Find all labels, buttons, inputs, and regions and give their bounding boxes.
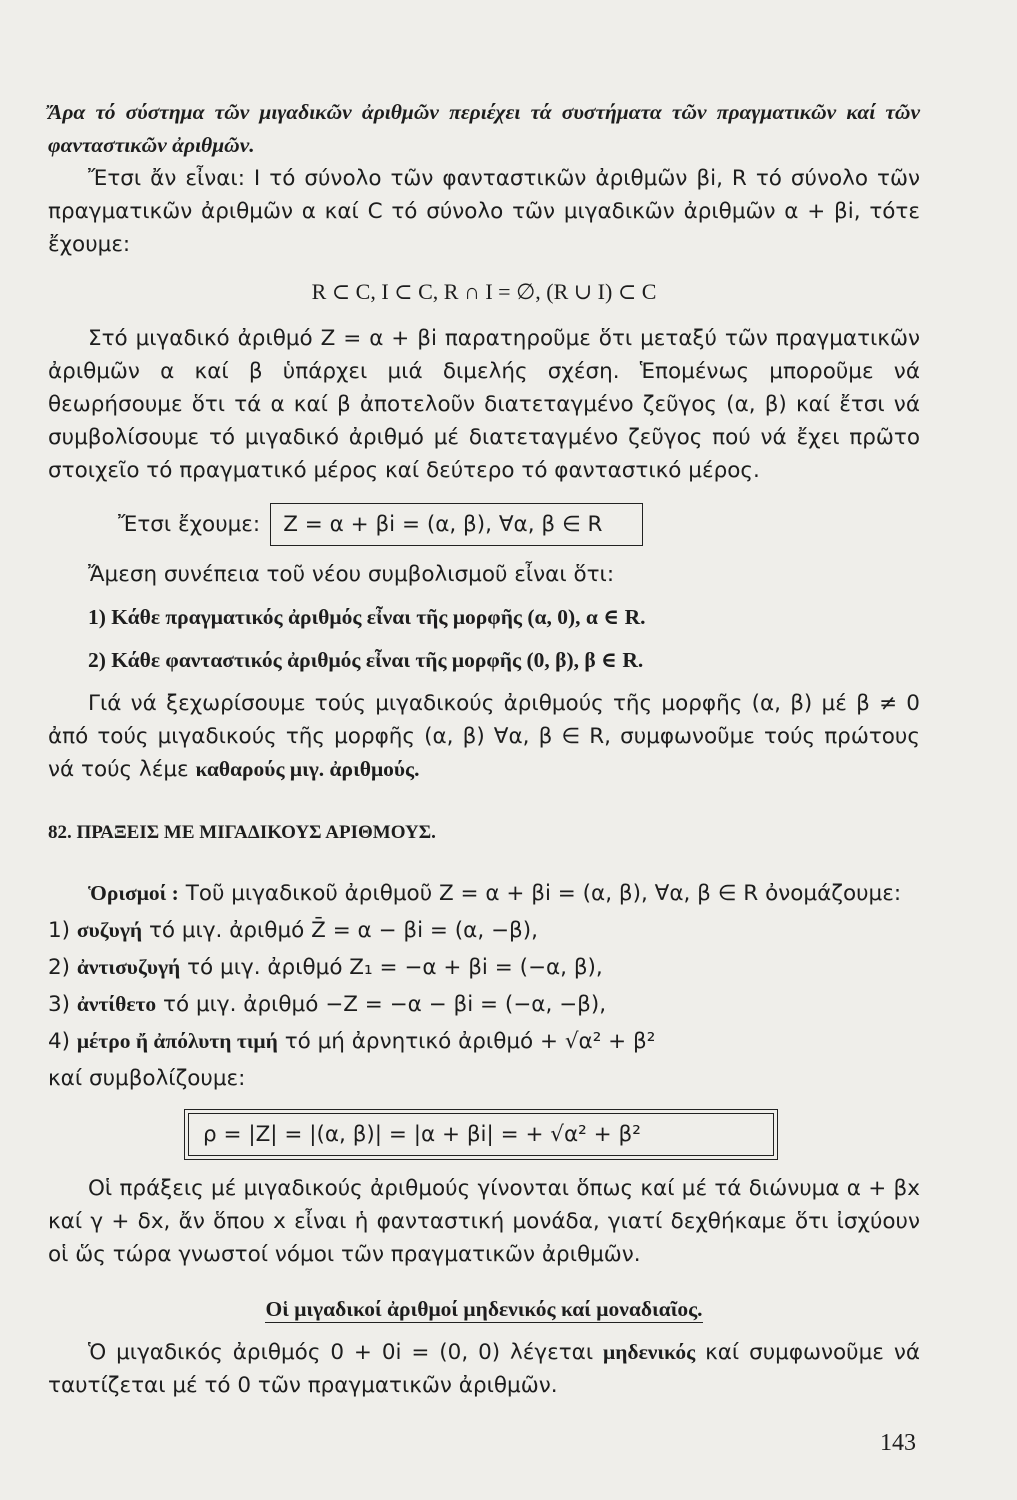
modulus-box-wrap (188, 1113, 920, 1156)
definition-number: 3) (48, 992, 71, 1017)
modulus-formula: ρ = |Z| = |(α, β)| = |α + βi| = + √α² + β² (188, 1113, 774, 1156)
intro-paragraph: Ἄρα τό σύστημα τῶν μιγαδικῶν ἀριθμῶν περιέχει τά συστήματα τῶν πραγματικῶν καί τῶν φανταστικῶν ἀριθμῶν. (48, 100, 920, 157)
definition-text: τό μιγ. ἀριθμό Z̄ = α − βi = (α, −β), (148, 918, 538, 943)
boxed-definition-row (118, 503, 920, 546)
definition-number: 2) (48, 955, 71, 980)
zero-unit-subheading-text: Οἱ μιγαδικοί ἀριθμοί μηδενικός καί μοναδιαῖος. (265, 1297, 703, 1321)
definition-item (48, 988, 920, 1021)
boxed-definition-label: Ἔτσι ἔχουμε: (118, 512, 261, 537)
ordered-pair-paragraph: Στό μιγαδικό ἀριθμό Z = α + βi παρατηροῦμε ὅτι μεταξύ τῶν πραγματικῶν ἀριθμῶν α καί β ὑπάρχει μιά διμελής σχέση. Ἑπομένως μποροῦμε νά θεωρήσουμε ὅτι τά α καί β ἀποτελοῦν διατεταγμένο ζεῦγος (α, β) καί ἔτσι νά συμβολίσουμε τό μιγαδικό ἀριθμό μέ διατεταγμένο ζεῦγος πού νά ἔχει πρῶτο στοιχεῖο τό πραγματικό μέρος καί δεύτερο τό φανταστικό μέρος. (48, 326, 920, 483)
definitions-list (48, 914, 920, 1058)
definition-text: τό μιγ. ἀριθμό −Z = −α − βi = (−α, −β), (163, 992, 607, 1017)
definitions-text: Τοῦ μιγαδικοῦ ἀριθμοῦ Z = α + βi = (α, β), ∀α, β ∈ R ὀνομάζουμε: (185, 881, 902, 906)
definition-term: συζυγή (76, 918, 143, 942)
sets-paragraph: Ἔτσι ἄν εἶναι: I τό σύνολο τῶν φανταστικῶν ἀριθμῶν βi, R τό σύνολο τῶν πραγματικῶν ἀριθμῶν α καί C τό σύνολο τῶν μιγαδικῶν ἀριθμῶν α + βi, τότε ἔχουμε: (48, 166, 920, 257)
operations-paragraph: Οἱ πράξεις μέ μιγαδικούς ἀριθμούς γίνονται ὅπως καί μέ τά διώνυμα α + βx καί γ + δx, ἄν ὅπου x εἶναι ἡ φανταστική μονάδα, γιατί δεχθήκαμε ὅτι ἰσχύουν οἱ ὥς τώρα γνωστοί νόμοι τῶν πραγματικῶν ἀριθμῶν. (48, 1176, 920, 1267)
pure-complex-paragraph (48, 687, 920, 786)
definitions-label: Ὁρισμοί : (88, 881, 179, 905)
page-content (48, 96, 920, 1402)
definition-item (48, 951, 920, 984)
page-number: 143 (880, 1430, 916, 1456)
pure-complex-text: Γιά νά ξεχωρίσουμε τούς μιγαδικούς ἀριθμούς τῆς μορφῆς (α, β) μέ β ≠ 0 ἀπό τούς μιγαδικούς τῆς μορφῆς (α, β) ∀α, β ∈ R, συμφωνοῦμε τούς πρώτους νά τούς λέμε (48, 691, 920, 782)
zero-text-b: καί συμφωνοῦμε νά ταυτίζεται μέ τό 0 τῶν πραγματικῶν ἀριθμῶν. (48, 1340, 921, 1398)
definition-item (48, 914, 920, 947)
consequence-paragraph: Ἄμεση συνέπεια τοῦ νέου συμβολισμοῦ εἶναι ὅτι: (88, 562, 615, 587)
definition-number: 1) (48, 918, 71, 943)
section-heading: 82. ΠΡΑΞΕΙΣ ΜΕ ΜΙΓΑΔΙΚΟΥΣ ΑΡΙΘΜΟΥΣ. (48, 822, 436, 843)
definition-text: τό μή ἀρνητικό ἀριθμό + √α² + β² (284, 1029, 656, 1054)
rule-imaginary: 2) Κάθε φανταστικός ἀριθμός εἶναι τῆς μορφῆς (0, β), β ∈ R. (88, 648, 644, 672)
definition-item (48, 1025, 920, 1058)
zero-paragraph (48, 1336, 920, 1402)
definition-term: μέτρο ἤ ἀπόλυτη τιμή (76, 1029, 278, 1053)
definition-term: ἀντίθετο (76, 992, 157, 1016)
rule-real: 1) Κάθε πραγματικός ἀριθμός εἶναι τῆς μορφῆς (α, 0), α ∈ R. (88, 605, 646, 629)
definition-term: ἀντισυζυγή (76, 955, 181, 979)
definition-number: 4) (48, 1029, 71, 1054)
definition-text: τό μιγ. ἀριθμό Z₁ = −α + βi = (−α, β), (187, 955, 603, 980)
sets-formula: R ⊂ C, I ⊂ C, R ∩ I = ∅, (R ∪ I) ⊂ C (311, 279, 657, 304)
zero-term: μηδενικός (603, 1340, 696, 1364)
definitions-intro (48, 877, 920, 910)
symbol-paragraph: καί συμβολίζουμε: (48, 1066, 246, 1091)
zero-text-a: Ὁ μιγαδικός ἀριθμός 0 + 0i = (0, 0) λέγεται (88, 1340, 594, 1365)
zero-unit-subheading (48, 1293, 920, 1326)
pure-complex-term: καθαρούς μιγ. ἀριθμούς. (195, 757, 420, 781)
boxed-definition-formula: Z = α + βi = (α, β), ∀α, β ∈ R (270, 503, 643, 546)
